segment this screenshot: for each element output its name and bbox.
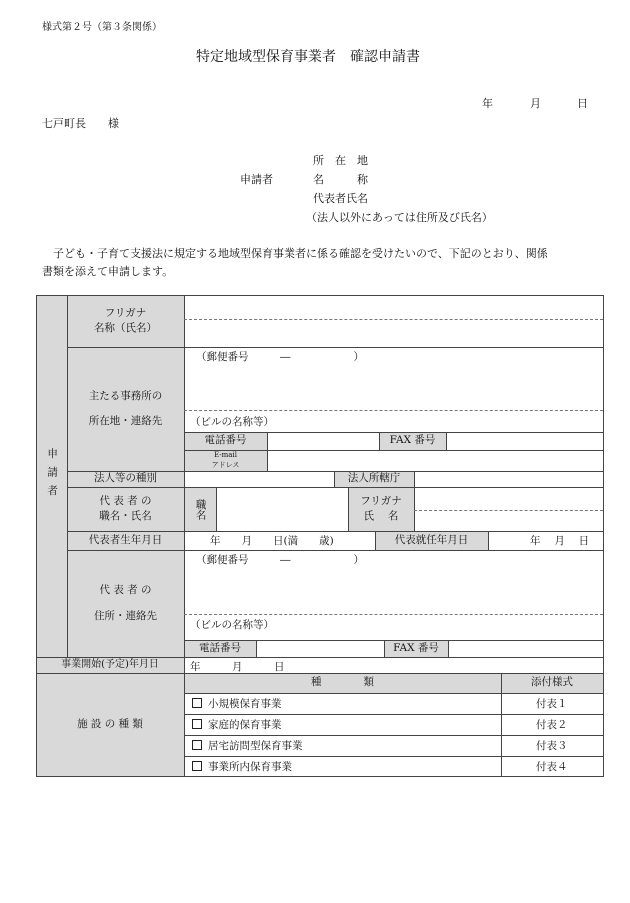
rep-birth-label-cell xyxy=(67,531,184,550)
furigana-label: フリガナ xyxy=(104,306,147,319)
email-label-cell xyxy=(184,450,267,471)
office-label-cell xyxy=(67,347,184,471)
rep-postal-text: （郵便番号 ― ） xyxy=(196,554,364,566)
business-start-value: 年 月 日 xyxy=(190,661,285,673)
rep-appoint-label: 代表就任年月日 xyxy=(394,533,469,546)
rep-building-text: （ビルの名称等） xyxy=(190,619,274,631)
page-title: 特定地域型保育事業者 確認申請書 xyxy=(196,49,420,65)
phone-label-1: 電話番号 xyxy=(204,434,247,447)
fax-label-cell-2 xyxy=(384,640,448,657)
facility-row-2[interactable]: 家庭的保育事業 xyxy=(192,717,282,732)
office-postal-text: （郵便番号 ― ） xyxy=(196,351,364,363)
facility-form-4: 付表４ xyxy=(536,761,568,773)
applicant-note: （法人以外にあっては住所及び氏名） xyxy=(306,211,493,224)
rep-addr-label-2: 住所・連絡先 xyxy=(94,609,157,622)
date-day: 日 xyxy=(577,97,588,110)
furigana-name-label-cell xyxy=(67,295,184,347)
corp-type-label: 法人等の種別 xyxy=(94,472,157,485)
checkbox-icon[interactable] xyxy=(192,740,202,750)
facility-label-cell xyxy=(36,673,184,776)
rep-name-label: 氏 名 xyxy=(363,510,399,522)
checkbox-icon[interactable] xyxy=(192,761,202,771)
facility-row-4[interactable]: 事業所内保育事業 xyxy=(192,759,292,774)
facility-row-1[interactable]: 小規模保育事業 xyxy=(192,696,282,711)
form-number: 様式第２号（第３条関係） xyxy=(42,22,162,33)
office-building-text: （ビルの名称等） xyxy=(190,416,274,428)
email-label-2: アドレス xyxy=(211,460,240,469)
rep-name-label-cell xyxy=(348,487,414,531)
rep-addr-label-1: 代 表 者 の xyxy=(99,584,152,597)
email-label-1: E-mail xyxy=(214,451,237,460)
office-label-2: 所在地・連絡先 xyxy=(88,415,163,427)
side-label-cell xyxy=(36,295,67,657)
kind-header: 種 類 xyxy=(311,676,374,689)
kind-header-cell xyxy=(184,673,501,693)
rep-title-label-2: 職名・氏名 xyxy=(99,510,152,522)
business-start-label-cell xyxy=(36,657,184,673)
checkbox-icon[interactable] xyxy=(192,698,202,708)
facility-label: 施 設 の 種 類 xyxy=(77,717,143,730)
corp-type-label-cell xyxy=(67,471,184,487)
facility-form-1: 付表１ xyxy=(536,698,568,710)
checkbox-icon[interactable] xyxy=(192,719,202,729)
date-year: 年 xyxy=(482,97,493,110)
applicant-representative-label: 代表者氏名 xyxy=(313,192,368,205)
facility-row-3[interactable]: 居宅訪問型保育事業 xyxy=(192,738,303,753)
applicant-name-label: 名 称 xyxy=(313,173,368,186)
job-label-cell xyxy=(184,487,216,531)
side-label: 申請者 xyxy=(46,448,59,504)
applicant-label: 申請者 xyxy=(240,173,273,186)
office-label-1: 主たる事務所の xyxy=(88,389,163,402)
facility-form-3: 付表３ xyxy=(536,740,568,752)
rep-birth-value: 年 月 日(満 歳) xyxy=(210,535,334,547)
addressee: 七戸町長 様 xyxy=(42,117,119,130)
facility-form-2: 付表２ xyxy=(536,719,568,731)
phone-label-cell-1 xyxy=(184,432,267,450)
rep-appoint-label-cell xyxy=(375,531,488,550)
business-start-label: 事業開始(予定)年月日 xyxy=(61,658,159,670)
fax-label-1: FAX 番号 xyxy=(389,434,436,447)
corp-authority-label: 法人所轄庁 xyxy=(347,472,401,485)
phone-label-cell-2 xyxy=(184,640,256,657)
rep-furigana-label: フリガナ xyxy=(360,494,402,507)
rep-title-label-1: 代 表 者 の xyxy=(99,494,152,507)
phone-label-2: 電話番号 xyxy=(199,641,241,654)
rep-title-label-cell xyxy=(67,487,184,531)
rep-birth-label: 代表者生年月日 xyxy=(88,533,163,546)
rep-addr-label-cell xyxy=(67,550,184,657)
applicant-address-label: 所 在 地 xyxy=(313,154,368,167)
fax-label-cell-1 xyxy=(379,432,446,450)
date-month: 月 xyxy=(530,97,541,110)
body-text-line1: 子ども・子育て支援法に規定する地域型保育事業者に係る確認を受けたいので、下記のとおり、関係 xyxy=(42,247,548,260)
rep-appoint-value: 年 月 日 xyxy=(530,535,590,547)
corp-authority-label-cell xyxy=(334,471,414,487)
form-header: 添付様式 xyxy=(531,676,573,689)
fax-label-2: FAX 番号 xyxy=(393,641,439,654)
job-label: 職名 xyxy=(194,498,207,520)
name-label: 名称（氏名） xyxy=(94,322,157,334)
body-text-line2: 書類を添えて申請します。 xyxy=(42,265,174,278)
form-header-cell xyxy=(501,673,603,693)
